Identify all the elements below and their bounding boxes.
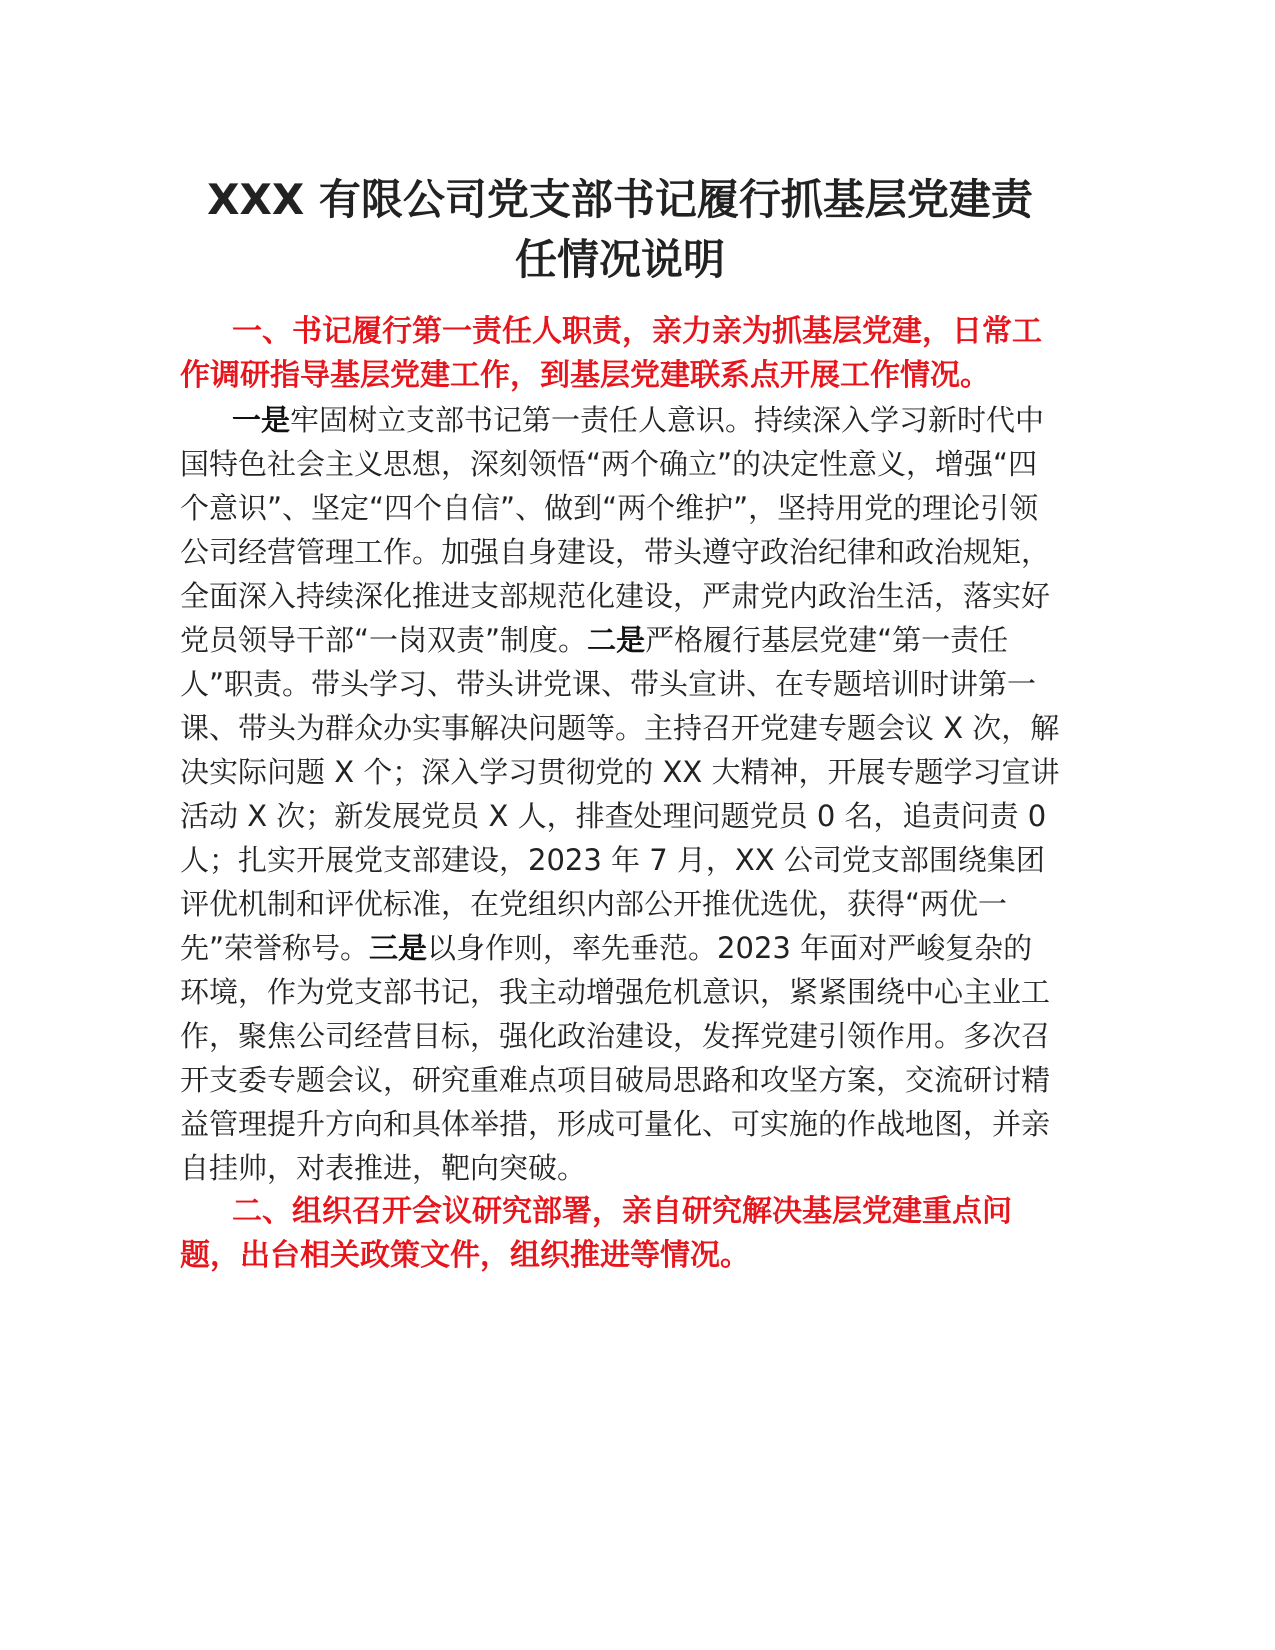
section-2-heading: 二、组织召开会议研究部署，亲自研究解决基层党建重点问题，出台相关政策文件，组织推进等情况。: [180, 1194, 1012, 1273]
point-2-lead: 二是: [587, 623, 646, 657]
point-2-text: 严格履行基层党建“第一责任人”职责。带头学习、带头讲党课、带头宣讲、在专题培训时讲第一课、带头为群众办实事解决问题等。主持召开党建专题会议 X 次，解决实际问题 X 个；深入学习贯彻党的 XX 大精神，开展专题学习宣讲活动 X 次；新发展党员 X 人，排查处理问题党员 0 名，追责问责 0 人；扎实开展党支部建设，2023 年 7 月，XX 公司党支部围绕集团评优机制和评优标准，在党组织内部公开推优选优，获得“两优一先”荣誉称号。: [180, 623, 1060, 965]
document-title-line-2: 任情况说明: [514, 235, 725, 284]
section-1-heading: 一、书记履行第一责任人职责，亲力亲为抓基层党建，日常工作调研指导基层党建工作，到基层党建联系点开展工作情况。: [180, 314, 1042, 393]
point-3-lead: 三是: [369, 931, 428, 965]
document-page: [180, 170, 1060, 1278]
document-title: [180, 170, 1060, 290]
point-1-lead: 一是: [232, 403, 291, 437]
point-3-text: 以身作则，率先垂范。2023 年面对严峻复杂的环境，作为党支部书记，我主动增强危机意识，紧紧围绕中心主业工作，聚焦公司经营目标，强化政治建设，发挥党建引领作用。多次召开支委专题会议，研究重难点项目破局思路和攻坚方案，交流研讨精益管理提升方向和具体举措，形成可量化、可实施的作战地图，并亲自挂帅，对表推进，靶向突破。: [180, 931, 1051, 1185]
section-1-paragraph: [180, 398, 1060, 1190]
point-1-text: 牢固树立支部书记第一责任人意识。持续深入学习新时代中国特色社会主义思想，深刻领悟“两个确立”的决定性意义，增强“四个意识”、坚定“四个自信”、做到“两个维护”，坚持用党的理论引领公司经营管理工作。加强自身建设，带头遵守政治纪律和政治规矩，全面深入持续深化推进支部规范化建设，严肃党内政治生活，落实好党员领导干部“一岗双责”制度。: [180, 403, 1051, 657]
document-title-line-1: XXX 有限公司党支部书记履行抓基层党建责: [207, 175, 1033, 224]
